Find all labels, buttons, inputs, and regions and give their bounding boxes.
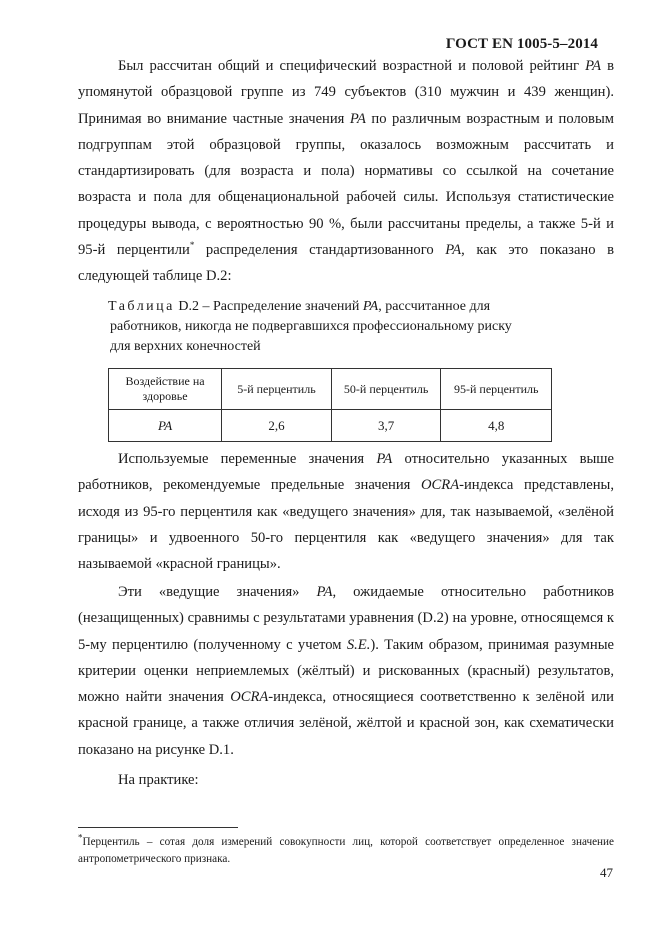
paragraph-text: Был рассчитан общий и специфический возрастной и половой рейтинг: [118, 58, 586, 74]
paragraph-text: ). Таким образом, принимая разумные критерии оценки неприемлемых (жёлтый) и рискованных (красный) результатов, можно найти значения: [78, 636, 615, 706]
ocra-term: OCRA: [421, 477, 460, 494]
percentile-table: [108, 368, 552, 442]
paragraph-text: по различным возрастным и половым подгруппам этой образцовой группы, оказалось возможным рассчитать и стандартизировать (для возраста и пола) нормативы со ссылкой на сочетание возраста и пола для общенациональной рабочей силы. Используя статистические процедуры вывода, с вероятностью 90 %, были рассчитаны пределы, а также 5-й и 95-й перцентили: [78, 110, 614, 259]
paragraph-rating: [78, 53, 614, 290]
table-caption-label: Таблица: [108, 299, 175, 314]
footnote: [78, 834, 614, 868]
paragraph-practice: [78, 767, 614, 793]
paragraph-text: -индекса, относящиеся соответственно к зелёной или красной границе, а также отличия зелёной, жёлтой и красной зон, как схематически показано на рисунке D.1.: [78, 689, 614, 758]
pa-term: PA: [585, 58, 602, 74]
pa-term: PA: [349, 110, 366, 127]
table-cell: [109, 410, 222, 442]
paragraph-text: На практике:: [118, 772, 199, 788]
page-number: 47: [600, 865, 613, 880]
footnote-text: Перцентиль – сотая доля измерений совокупности лиц, которой соответствует определенное значение антропометрического признака.: [78, 836, 614, 865]
table-cell: 2,6: [222, 410, 332, 442]
table-cell: 4,8: [441, 410, 552, 442]
table-caption-line: работников, никогда не подвергавшихся профессиональному риску: [110, 319, 512, 334]
table-header-cell: 50-й перцентиль: [331, 369, 441, 410]
paragraph-text: распределения стандартизованного: [194, 242, 446, 259]
table-caption-line: для верхних конечностей: [110, 339, 261, 354]
table-caption-text: D.2 – Распределение значений: [174, 299, 363, 314]
table-header-cell: Воздействие на здоровье: [109, 369, 222, 410]
table-cell: 3,7: [331, 410, 441, 442]
ocra-term: OCRA: [230, 689, 269, 706]
pa-term: PA: [362, 299, 379, 314]
table-header-row: [109, 369, 552, 410]
paragraph-text: относительно указанных выше работников, рекомендуемые предельные значения: [78, 451, 615, 494]
footnote-mark: *: [78, 832, 83, 843]
paragraph-text: Эти «ведущие значения»: [118, 584, 317, 600]
pa-term: PA: [316, 584, 333, 600]
table-header-cell: 5-й перцентиль: [222, 369, 332, 410]
table-caption-text: , рассчитанное для: [378, 299, 491, 314]
table-caption: [108, 297, 588, 357]
paragraph-text: , ожидаемые относительно работников (незащищенных) сравнимы с результатами уравнения (D.2) на уровне, относящемся к 5-му перцентилю (полученному с учетом: [78, 584, 614, 653]
footnote-divider: [78, 827, 238, 828]
document-code: ГОСТ EN 1005-5–2014: [445, 36, 598, 52]
pa-term: PA: [376, 451, 393, 467]
pa-term: PA: [445, 242, 462, 259]
pa-term: PA: [157, 417, 173, 433]
paragraph-text: в упомянутой образцовой группе из 749 субъектов (310 мужчин и 439 женщин). Принимая во внимание частные значения: [78, 58, 614, 127]
se-term: S.E.: [346, 636, 371, 653]
paragraph-limits: [78, 446, 614, 577]
footnote-reference: *: [189, 240, 195, 251]
table-row: [109, 410, 552, 442]
table-header-cell: 95-й перцентиль: [441, 369, 552, 410]
paragraph-text: , как это показано в следующей таблице D.2:: [78, 242, 615, 285]
paragraph-leading-values: [78, 579, 614, 763]
paragraph-text: -индекса представлены, исходя из 95-го перцентиля как «ведущего значения» для, так называемой, «зелёной границы» и удвоенного 50-го перцентиля как «ведущего значения» для так называемой «красной границы».: [78, 477, 614, 573]
paragraph-text: Используемые переменные значения: [118, 451, 377, 467]
